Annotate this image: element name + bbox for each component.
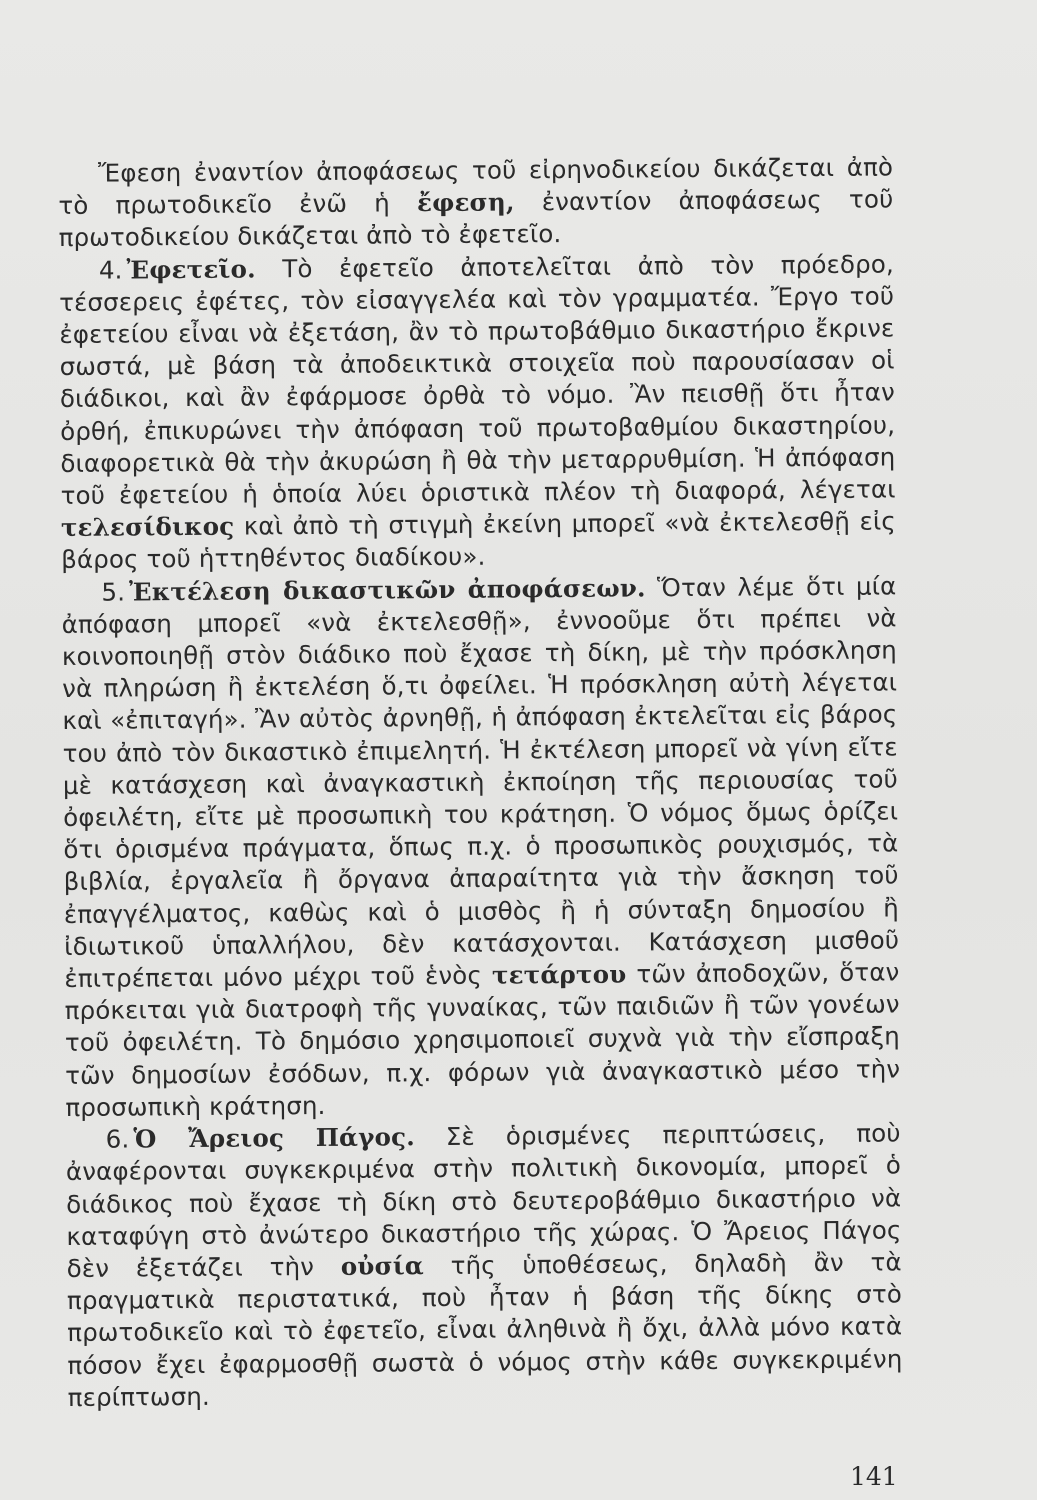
section-number: 6. [105, 1124, 130, 1154]
bold-term-telesidikos: τελεσίδικος [60, 511, 235, 543]
text-segment: τῶν ἀποδοχῶν, ὅταν πρόκειται γιὰ διατροφὴ τῆς γυναίκας, τῶν παιδιῶν ἢ τῶν γονέων τοῦ ὀφειλέτη. Τὸ δημόσιο χρησιμοποιεῖ συχνὰ γιὰ τὴν εἴσπραξη τῶν δημοσίων ἐσόδων, π.χ. φόρων γιὰ ἀναγκαστικὸ μέσο τὴν προσωπικὴ κράτηση. [64, 957, 901, 1122]
section-number: 4. [98, 255, 123, 285]
text-segment: Τὸ ἐφετεῖο ἀποτελεῖται ἀπὸ τὸν πρόεδρο, τέσσερεις ἐφέτες, τὸν εἰσαγγελέα καὶ τὸν γραμματέα. Ἔργο τοῦ ἐφετείου εἶναι νὰ ἐξετάση, ἂν τὸ πρωτοβάθμιο δικαστήριο ἔκρινε σωστά, μὲ βάση τὰ ἀποδεικτικὰ στοιχεῖα ποὺ παρουσίασαν οἱ διάδικοι, καὶ ἂν ἐφάρμοσε ὀρθὰ τὸ νόμο. Ἂν πεισθῇ ὅτι ἦταν ὀρθή, ἐπικυρώνει τὴν ἀπόφαση τοῦ πρωτοβαθμίου δικαστηρίου, διαφορετικὰ θὰ τὴν ἀκυρώση ἢ θὰ τὴν μεταρρυθμίση. Ἡ ἀπόφαση τοῦ ἐφετείου ἡ ὁποία λύει ὁριστικὰ πλέον τὴ διαφορά, λέγεται [59, 249, 896, 511]
paragraph-section-5 [61, 570, 900, 1124]
page-number: 141 [850, 1462, 898, 1491]
bold-term-efesi: ἔφεση, [416, 187, 515, 218]
section-heading: Ἐκτέλεση δικαστικῶν ἀποφάσεων. [128, 573, 646, 607]
text-segment: Ὅταν λέμε ὅτι μία ἀπόφαση μπορεῖ «νὰ ἐκτελεσθῇ», ἐννοοῦμε ὅτι πρέπει νὰ κοινοποιηθῇ στὸν διάδικο ποὺ ἔχασε τὴ δίκη, μὲ τὴν πρόσκληση νὰ πληρώση ἢ ἐκτελέση ὅ,τι ὀφείλει. Ἡ πρόσκληση αὐτὴ λέγεται καὶ «ἐπιταγή». Ἂν αὐτὸς ἀρνηθῇ, ἡ ἀπόφαση ἐκτελεῖται εἰς βάρος του ἀπὸ τὸν δικαστικὸ ἐπιμελητή. Ἡ ἐκτέλεση μπορεῖ νὰ γίνη εἴτε μὲ κατάσχεση καὶ ἀναγκαστικὴ ἐκποίηση τῆς περιουσίας τοῦ ὀφειλέτη, εἴτε μὲ προσωπικὴ του κράτηση. Ὁ νόμος ὅμως ὁρίζει ὅτι ὁρισμένα πράγματα, ὅπως π.χ. ὁ προσωπικὸς ρουχισμός, τὰ βιβλία, ἐργαλεῖα ἢ ὄργανα ἀπαραίτητα γιὰ τὴν ἄσκηση τοῦ ἐπαγγέλματος, καθὼς καὶ ὁ μισθὸς ἢ ἡ σύνταξη δημοσίου ἢ ἰδιωτικοῦ ὑπαλλήλου, δὲν κατάσχονται. Κατάσχεση μισθοῦ ἐπιτρέπεται μόνο μέχρι τοῦ ἑνὸς [61, 571, 900, 994]
text-segment: τῆς ὑποθέσεως, δηλαδὴ ἂν τὰ πραγματικὰ περιστατικά, ποὺ ἦταν ἡ βάση τῆς δίκης στὸ πρωτοδικεῖο καὶ τὸ ἐφετεῖο, εἶναι ἀληθινὰ ἢ ὄχι, ἀλλὰ μόνο κατὰ πόσον ἔχει ἐφαρμοσθῇ σωστὰ ὁ νόμος στὴν κάθε συγκεκριμένη περίπτωση. [66, 1247, 903, 1412]
bold-term-tetartou: τετάρτου [491, 959, 627, 990]
paragraph-intro [58, 151, 894, 254]
text-segment: ἐναντίον ἀποφάσεως τοῦ πρωτοδικείου δικάζεται ἀπὸ τὸ ἐφετεῖο. [58, 184, 894, 253]
section-number: 5. [101, 577, 126, 607]
paragraph-section-4 [59, 248, 897, 577]
paragraph-section-6 [66, 1118, 903, 1414]
page-body-text [58, 151, 903, 1413]
bold-term-ousia: οὐσία [340, 1251, 425, 1281]
text-segment: Σὲ ὁρισμένες περιπτώσεις, ποὺ ἀναφέρονται συγκεκριμένα στὴν πολιτικὴ δικονομία, μπορεῖ ὁ διάδικος ποὺ ἔχασε τὴ δίκη στὸ δευτεροβάθμιο δικαστήριο νὰ καταφύγη στὸ ἀνώτερο δικαστήριο τῆς χώρας. Ὁ Ἄρειος Πάγος δὲν ἐξετάζει τὴν [65, 1118, 902, 1283]
text-segment: καὶ ἀπὸ τὴ στιγμὴ ἐκείνη μπορεῖ «νὰ ἐκτελεσθῇ εἰς βάρος τοῦ ἡττηθέντος διαδίκου». [61, 506, 896, 575]
section-heading: Ὁ Ἄρειος Πάγος. [133, 1122, 416, 1154]
text-segment: Ἔφεση ἐναντίον ἀποφάσεως τοῦ εἰρηνοδικείου δικάζεται ἀπὸ τὸ πρωτοδικεῖο ἐνῶ ἡ [58, 152, 894, 221]
section-heading: Ἐφετεῖο. [126, 254, 256, 285]
